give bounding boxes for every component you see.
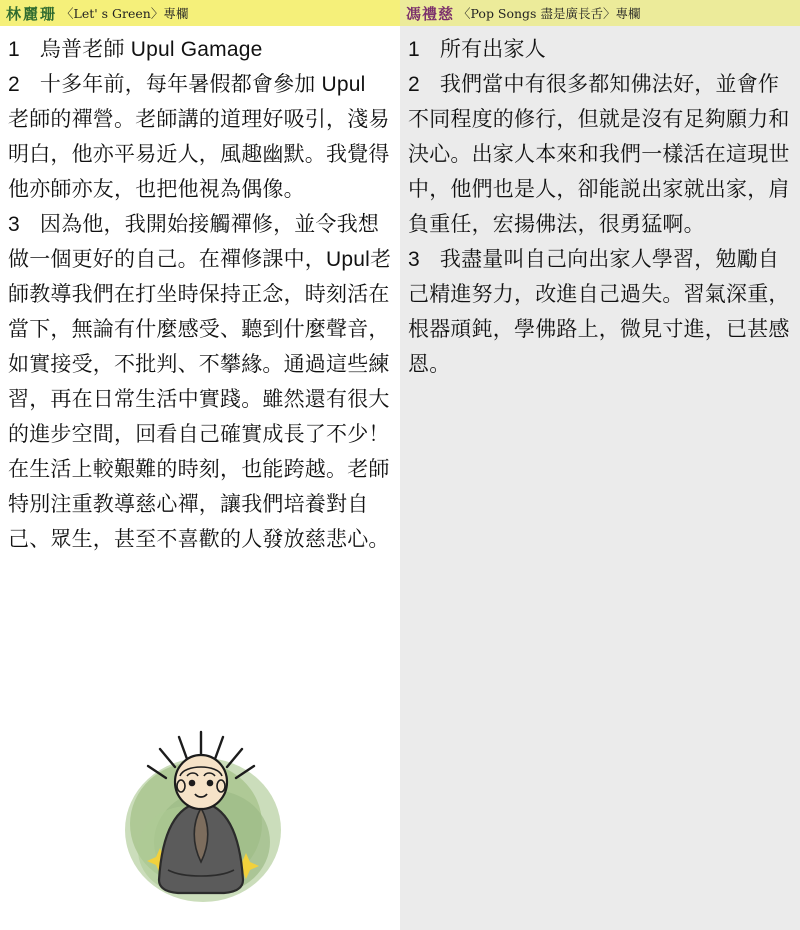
paragraph-number: 2: [408, 73, 420, 96]
paragraph-text: 烏普老師 Upul Gamage: [39, 38, 263, 61]
left-column-body: [0, 26, 400, 557]
paragraph-text: 我盡量叫自己向出家人學習，勉勵自己精進努力，改進自己過失。習氣深重，根器頑鈍，學佛路上，微見寸進，已甚感恩。: [408, 248, 790, 376]
right-column-author: 馮禮慈: [406, 4, 455, 23]
left-column-author: 林麗珊: [6, 4, 58, 23]
paragraph-text: 因為他，我開始接觸禪修，並令我想做一個更好的自己。在禪修課中，Upul老師教導我們在打坐時保持正念，時刻活在當下，無論有什麼感受、聽到什麼聲音，如實接受，不批判、不攀緣。通過這些練習，再在日常生活中實踐。雖然還有很大的進步空間，回看自己確實成長了不少！在生活上較艱難的時刻，也能跨越。老師特別注重教導慈心禪，讓我們培養對自己、眾生，甚至不喜歡的人發放慈悲心。: [8, 213, 392, 551]
paragraph: [408, 242, 792, 382]
paragraph: [8, 67, 392, 207]
paragraph-number: 3: [8, 213, 20, 236]
left-column-header: [0, 0, 400, 26]
paragraph: [8, 32, 392, 67]
paragraph: [408, 32, 792, 67]
right-column: [400, 0, 800, 930]
paragraph: [408, 67, 792, 242]
paragraph-text: 所有出家人: [439, 38, 546, 61]
paragraph-text: 我們當中有很多都知佛法好，並會作不同程度的修行，但就是沒有足夠願力和決心。出家人本來和我們一樣活在這現世中，他們也是人，卻能説出家就出家，肩負重任，宏揚佛法，很勇猛啊。: [408, 73, 790, 236]
paragraph-number: 2: [8, 73, 20, 96]
paragraph-text: 十多年前，每年暑假都會參加 Upul 老師的禪營。老師講的道理好吸引，淺易明白，他亦平易近人，風趣幽默。我覺得他亦師亦友，也把他視為偶像。: [8, 73, 390, 201]
right-column-header: [400, 0, 800, 26]
paragraph-number: 1: [408, 38, 420, 61]
left-column-label: 〈Let' s Green〉專欄: [61, 6, 189, 21]
monk-head: [175, 755, 227, 809]
meditating-monk-illustration: [88, 720, 318, 915]
right-column-label: 〈Pop Songs 盡是廣長舌〉專欄: [458, 6, 641, 21]
paragraph: [8, 207, 392, 557]
paragraph-number: 1: [8, 38, 20, 61]
paragraph-number: 3: [408, 248, 420, 271]
right-column-body: [400, 26, 800, 382]
